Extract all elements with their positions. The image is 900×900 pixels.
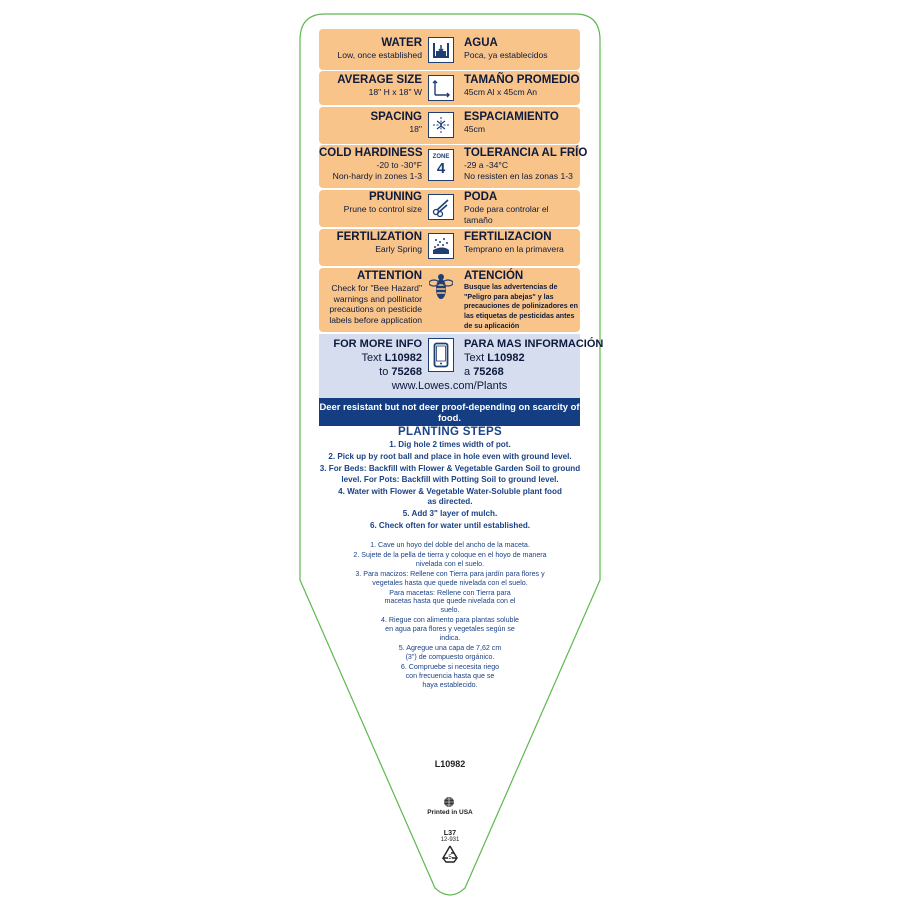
water-label: WATER	[381, 37, 422, 49]
more-info-text-line	[319, 351, 422, 365]
planting-steps-title: PLANTING STEPS	[398, 426, 502, 438]
mas-info-text-line	[464, 351, 580, 365]
bee-icon	[428, 271, 454, 303]
spacing-detail: 18"	[409, 124, 422, 134]
fertilization-label: FERTILIZATION	[336, 231, 422, 243]
step-es-2: 2. Sujete de la pella de tierra y coloque en el hoyo de manera nivelada con el suelo.	[353, 550, 547, 568]
planting-steps-en	[310, 440, 590, 533]
more-info-code: L10982	[384, 352, 422, 364]
average-size-label: AVERAGE SIZE	[337, 74, 422, 86]
more-info-label: FOR MORE INFO	[333, 338, 422, 350]
step-en-6: 6. Check often for water until established.	[369, 521, 531, 530]
atencion-detail: Busque las advertencias de "Peligro para abejas" y las precauciones de polinizadores en las etiquetas de pesticidas antes de su aplicación	[464, 283, 578, 330]
pruning-label: PRUNING	[368, 191, 422, 203]
care-row-fertilization	[319, 229, 580, 266]
tamano-detail: 45cm Al x 45cm An	[464, 87, 538, 97]
more-info-en	[319, 337, 422, 379]
mas-info-code: L10982	[487, 352, 525, 364]
poda-label: PODA	[464, 191, 498, 203]
printed-in-usa: Printed in USA	[427, 809, 473, 816]
tolerancia-label: TOLERANCIA AL FRÍO	[464, 147, 588, 159]
mas-informacion-label: PARA MAS INFORMACIÓN	[464, 338, 604, 350]
step-en-1: 1. Dig hole 2 times width of pot.	[389, 440, 511, 449]
more-info-to-line	[319, 365, 422, 379]
pruning-detail: Prune to control size	[343, 204, 422, 214]
espaciamiento-label: ESPACIAMIENTO	[464, 111, 559, 123]
website-url: www.Lowes.com/Plants	[391, 380, 508, 392]
fertilizacion-label: FERTILIZACION	[464, 231, 552, 243]
size-arrows-icon	[428, 75, 454, 101]
agua-detail: Poca, ya establecidos	[464, 50, 548, 60]
mas-info-number: 75268	[473, 366, 504, 378]
planting-steps-es	[340, 541, 560, 691]
fertilizer-icon	[428, 233, 454, 259]
care-row-water	[319, 29, 580, 70]
step-en-2: 2. Pick up by root ball and place in hole even with ground level.	[328, 452, 572, 461]
l37-code: L37	[443, 828, 457, 837]
step-en-4: 4. Water with Flower & Vegetable Water-Soluble plant food as directed.	[338, 486, 562, 506]
step-en-3: 3. For Beds: Backfill with Flower & Vegetable Garden Soil to ground level. For Pots: Backfill with Potting Soil to ground level.	[319, 464, 581, 484]
zone-word: ZONE	[432, 153, 450, 160]
more-info-to-word: to	[379, 366, 389, 378]
more-info-text-word: Text	[361, 352, 382, 364]
poda-detail: Pode para controlar el tamaño	[464, 204, 549, 225]
step-es-3: 3. Para macizos: Rellene con Tierra para jardín para flores y vegetales hasta que quede nivelada con el suelo.	[355, 569, 545, 587]
more-info-es	[464, 337, 604, 379]
zone-icon	[428, 149, 454, 181]
spacing-icon	[428, 112, 454, 138]
step-en-5: 5. Add 3" layer of mulch.	[402, 509, 498, 518]
tolerancia-detail-2: No resisten en las zonas 1-3	[464, 170, 573, 181]
recycle-icon	[440, 845, 460, 863]
fertilization-detail: Early Spring	[375, 244, 422, 254]
print-number: 12-931	[440, 837, 460, 843]
globe-icon	[443, 795, 455, 807]
care-row-cold-hardiness	[319, 145, 588, 188]
attention-label: ATTENTION	[357, 270, 422, 282]
step-es-6: 6. Compruebe si necesita riego con frecuencia hasta que se haya establecido.	[400, 662, 500, 689]
care-row-attention	[319, 268, 580, 332]
step-es-5: 5. Agregue una capa de 7,62 cm (3") de compuesto orgánico.	[398, 643, 502, 661]
more-info-number: 75268	[391, 366, 422, 378]
espaciamiento-detail: 45cm	[464, 124, 486, 134]
attention-detail: Check for "Bee Hazard" warnings and pollinator precautions on pesticide labels before application	[329, 283, 422, 325]
pruning-shears-icon	[428, 194, 454, 220]
svg-text:5: 5	[448, 855, 452, 861]
atencion-label: ATENCIÓN	[464, 270, 524, 282]
cold-hardiness-label: COLD HARDINESS	[319, 147, 423, 159]
average-size-detail: 18" H x 18" W	[368, 87, 422, 97]
step-es-3b: Para macetas: Rellene con Tierra para macetas hasta que quede nivelada con el suelo.	[384, 588, 516, 615]
tamano-label: TAMAÑO PROMEDIO	[464, 74, 580, 86]
cold-hardiness-detail: -20 to -30°F	[376, 160, 422, 170]
spacing-label: SPACING	[370, 111, 422, 123]
phone-icon	[428, 338, 454, 372]
mas-info-to-line	[464, 365, 580, 379]
zone-number: 4	[436, 159, 446, 177]
fertilizacion-detail: Temprano en la primavera	[464, 244, 564, 254]
water-detail: Low, once established	[337, 50, 422, 60]
care-row-average-size	[319, 71, 580, 105]
cold-hardiness-detail-2: Non-hardy in zones 1-3	[332, 170, 422, 181]
step-es-1: 1. Cave un hoyo del doble del ancho de la maceta.	[370, 541, 530, 549]
agua-label: AGUA	[464, 37, 498, 49]
tolerancia-detail: -29 a -34°C	[464, 160, 509, 170]
mas-info-text-word: Text	[464, 352, 485, 364]
deer-notice: Deer resistant but not deer proof-depending on scarcity of food.	[319, 398, 580, 426]
mas-info-to-word: a	[464, 366, 471, 378]
tag-code: L10982	[434, 759, 466, 769]
step-es-4: 4. Riegue con alimento para plantas soluble en agua para flores y vegetales según se indica.	[380, 616, 520, 643]
water-level-icon	[428, 37, 454, 63]
care-row-pruning	[319, 190, 580, 227]
care-row-spacing	[319, 107, 580, 144]
